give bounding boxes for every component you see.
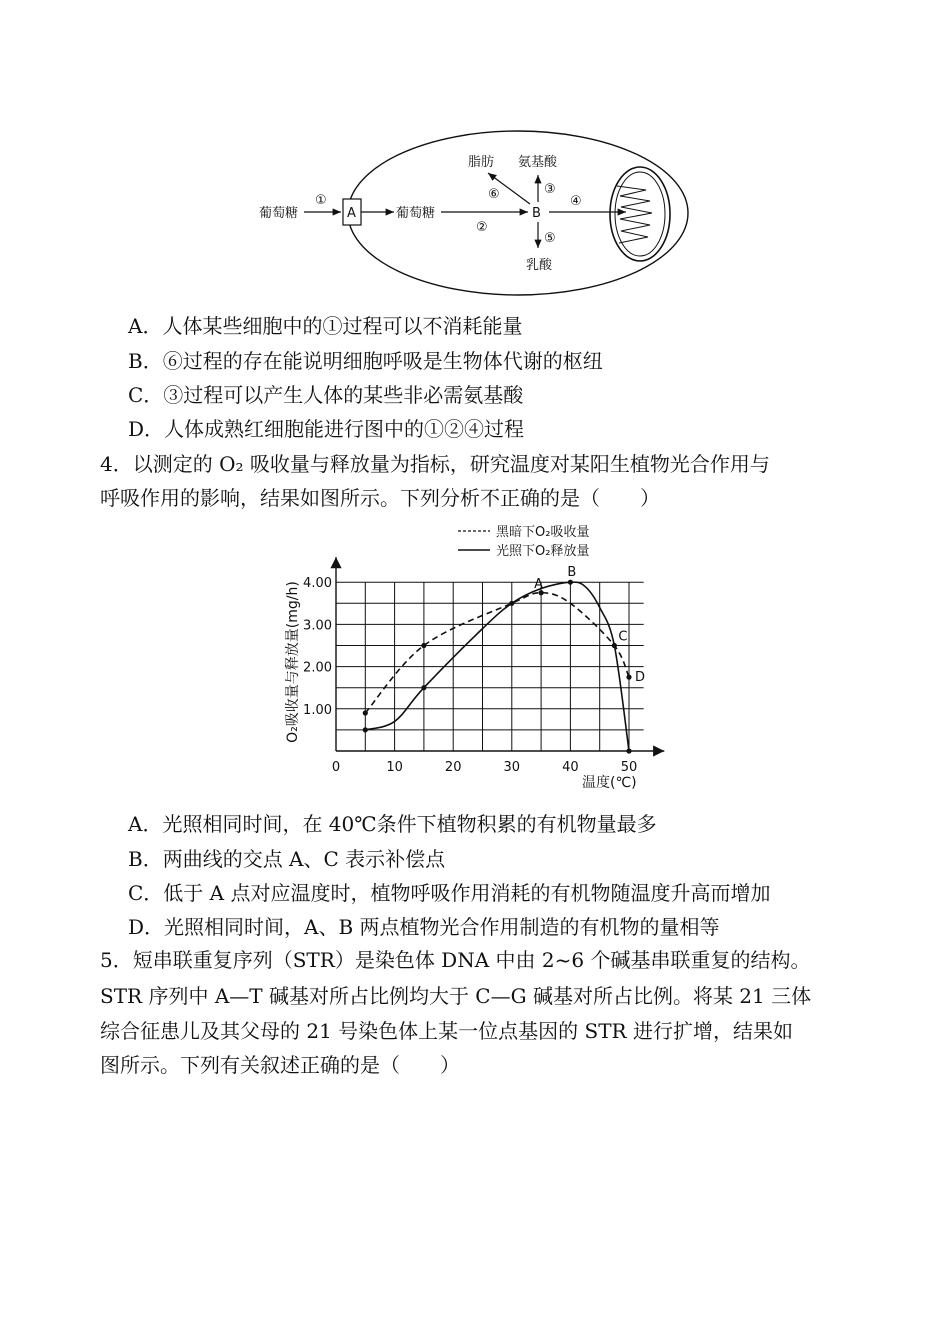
q4-option-c: C．低于 A 点对应温度时，植物呼吸作用消耗的有机物随温度升高而增加: [128, 881, 771, 905]
q4-stem-line2: 呼吸作用的影响，结果如图所示。下列分析不正确的是（ ）: [100, 486, 660, 510]
y-tick-label: 3.00: [303, 618, 332, 634]
y-axis-title: O₂吸收量与释放量(mg/h): [285, 581, 301, 743]
q4-stem-line1: 4．以测定的 O₂ 吸收量与释放量为指标，研究温度对某阳生植物光合作用与: [100, 452, 770, 476]
y-tick-label: 1.00: [303, 702, 332, 718]
fat-label: 脂肪: [468, 155, 495, 170]
o2-temperature-chart: [270, 515, 690, 795]
point-label-b: B: [567, 565, 577, 581]
q5-line4: 图所示。下列有关叙述正确的是（ ）: [100, 1053, 460, 1077]
process-2-label: ②: [476, 220, 488, 235]
y-tick-label: 2.00: [303, 660, 332, 676]
process-5-label: ⑤: [544, 231, 556, 246]
x-tick-label: 40: [562, 760, 579, 775]
x-tick-label: 20: [444, 760, 462, 775]
carrier-A-label: A: [347, 206, 356, 221]
q5-line3: 综合征患儿及其父母的 21 号染色体上某一位点基因的 STR 进行扩增，结果如: [100, 1019, 793, 1043]
mitochondrion-icon: [610, 167, 670, 261]
node-B-label: B: [532, 206, 541, 221]
data-point: [421, 643, 426, 648]
data-point: [509, 601, 514, 606]
process-6-label: ⑥: [488, 187, 500, 202]
point-b: [568, 580, 573, 585]
q3-option-c: C．③过程可以产生人体的某些非必需氨基酸: [128, 383, 524, 407]
lactic-acid-label: 乳酸: [526, 258, 553, 273]
q4-option-d: D．光照相同时间，A、B 两点植物光合作用制造的有机物的量相等: [128, 915, 720, 939]
q3-option-d: D．人体成熟红细胞能进行图中的①②④过程: [128, 417, 525, 441]
left-glucose-label: 葡萄糖: [259, 206, 299, 221]
legend-dark: 黑暗下O₂吸收量: [496, 525, 590, 540]
data-point: [363, 727, 368, 732]
data-point: [363, 710, 368, 715]
amino-acid-label: 氨基酸: [518, 155, 558, 170]
x-tick-label: 0: [331, 760, 341, 775]
series-dark-absorption: [365, 593, 629, 713]
x-tick-label: 10: [386, 760, 403, 775]
point-label-c: C: [618, 629, 628, 645]
q4-option-b: B．两曲线的交点 A、C 表示补偿点: [128, 847, 446, 871]
y-tick-label: 4.00: [303, 576, 332, 592]
q3-option-b: B．⑥过程的存在能说明细胞呼吸是生物体代谢的枢纽: [128, 349, 603, 373]
x-axis-title: 温度(℃): [582, 775, 637, 791]
legend-light: 光照下O₂释放量: [496, 544, 590, 559]
data-point: [626, 748, 631, 753]
process-1-label: ①: [315, 193, 327, 208]
q5-line1: 5．短串联重复序列（STR）是染色体 DNA 中由 2~6 个碱基串联重复的结构。: [100, 948, 811, 972]
point-label-d: D: [635, 670, 646, 686]
metabolism-diagram: [250, 128, 700, 298]
x-tick-label: 50: [620, 760, 638, 775]
mid-glucose-label: 葡萄糖: [396, 206, 436, 221]
x-tick-label: 30: [503, 760, 521, 775]
data-point: [421, 685, 426, 690]
process-3-label: ③: [544, 182, 556, 197]
q5-line2: STR 序列中 A—T 碱基对所占比例均大于 C—G 碱基对所占比例。将某 21 三体: [100, 984, 812, 1008]
point-c: [612, 643, 617, 648]
process-4-label: ④: [570, 194, 582, 209]
q4-option-a: A．光照相同时间，在 40℃条件下植物积累的有机物量最多: [128, 812, 657, 836]
q3-option-a: A．人体某些细胞中的①过程可以不消耗能量: [128, 314, 523, 338]
point-d: [626, 675, 631, 680]
point-label-a: A: [534, 576, 544, 592]
